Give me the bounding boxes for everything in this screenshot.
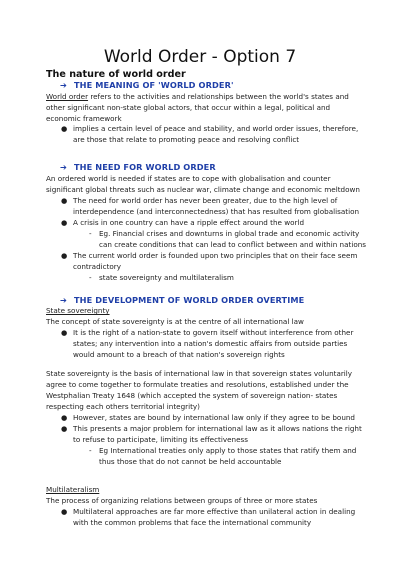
bullet-line: are those that relate to promoting peace and resolving conflict: [73, 135, 300, 144]
bullet-line: contradictory: [73, 262, 122, 271]
arrow-icon: ➔: [60, 80, 67, 90]
subsection-title-multilateralism: Multilateralism: [46, 485, 100, 494]
subheading-need: [60, 162, 216, 172]
bullet-icon: ●: [61, 413, 68, 422]
paragraph-line: Westphalian Treaty 1648 (which accepted the system of sovereign nation- states: [46, 391, 338, 400]
subheading-development-text: THE DEVELOPMENT OF WORLD ORDER OVERTIME: [73, 295, 305, 305]
sub-bullet-line: thus those that do not cannot be held accountable: [99, 457, 282, 466]
bullet-icon: ●: [61, 424, 68, 433]
bullet-line: interdependence (and interconnectedness) that has resulted from globalisation: [73, 207, 360, 216]
bullet-line: states; any intervention into a nation's domestic affairs from outside parties: [73, 339, 348, 348]
bullet-line: It is the right of a nation-state to govern itself without interference from other: [73, 328, 354, 337]
bullet-icon: ●: [61, 218, 68, 227]
bullet-line: to refuse to participate, limiting its effectiveness: [73, 435, 248, 444]
bullet-icon: ●: [61, 251, 68, 260]
paragraph-line: economic framework: [46, 114, 122, 123]
sub-bullet-line: state sovereignty and multilateralism: [99, 273, 234, 282]
subheading-meaning-text: THE MEANING OF 'WORLD ORDER': [73, 80, 234, 90]
arrow-icon: ➔: [60, 162, 67, 172]
subheading-development: [60, 295, 304, 305]
paragraph-line: An ordered world is needed if states are to cope with globalisation and counter: [46, 174, 331, 183]
document-title: World Order - Option 7: [103, 47, 297, 67]
definition-text: refers to the activities and relationships between the world's states and: [88, 92, 349, 101]
section-heading: The nature of world order: [46, 69, 186, 80]
subsection-title-sovereignty: State sovereignty: [46, 306, 110, 315]
dash-icon: -: [89, 229, 92, 238]
bullet-line: The current world order is founded upon two principles that on their face seem: [73, 251, 358, 260]
bullet-line: implies a certain level of peace and stability, and world order issues, therefore,: [73, 124, 359, 133]
bullet-line: Multilateral approaches are far more effective than unilateral action in dealing: [73, 507, 356, 516]
paragraph-line: State sovereignty is the basis of international law in that sovereign states voluntarily: [46, 369, 353, 378]
sub-bullet-line: Eg. Financial crises and downturns in global trade and economic activity: [99, 229, 360, 238]
bullet-line: This presents a major problem for international law as it allows nations the right: [73, 424, 362, 433]
paragraph-line: The process of organizing relations between groups of three or more states: [46, 496, 318, 505]
dash-icon: -: [89, 273, 92, 282]
bullet-icon: ●: [61, 196, 68, 205]
paragraph-line: other significant non-state global actors, that occur within a legal, political and: [46, 103, 331, 112]
bullet-line: would amount to a breach of that nation's sovereign rights: [73, 350, 285, 359]
paragraph-line: significant global threats such as nuclear war, climate change and economic meltdown: [46, 185, 360, 194]
bullet-icon: ●: [61, 124, 68, 133]
paragraph-line: agree to come together to formulate treaties and resolutions, established under the: [46, 380, 349, 389]
bullet-line: with the common problems that face the international community: [73, 518, 312, 527]
subheading-need-text: THE NEED FOR WORLD ORDER: [73, 162, 216, 172]
sub-bullet-line: Eg International treaties only apply to those states that ratify them and: [99, 446, 357, 455]
dash-icon: -: [89, 446, 92, 455]
definition-term: World order: [46, 92, 89, 101]
paragraph-line: respecting each others territorial integrity): [46, 402, 200, 411]
bullet-line: A crisis in one country can have a ripple effect around the world: [73, 218, 305, 227]
bullet-icon: ●: [61, 507, 68, 516]
bullet-icon: ●: [61, 328, 68, 337]
subheading-meaning: [60, 80, 234, 90]
arrow-icon: ➔: [60, 295, 67, 305]
definition-line: [46, 91, 349, 102]
paragraph-line: The concept of state sovereignty is at the centre of all international law: [46, 317, 304, 326]
bullet-line: However, states are bound by international law only if they agree to be bound: [73, 413, 355, 422]
sub-bullet-line: can create conditions that can lead to conflict between and within nations: [99, 240, 367, 249]
bullet-line: The need for world order has never been greater, due to the high level of: [73, 196, 338, 205]
